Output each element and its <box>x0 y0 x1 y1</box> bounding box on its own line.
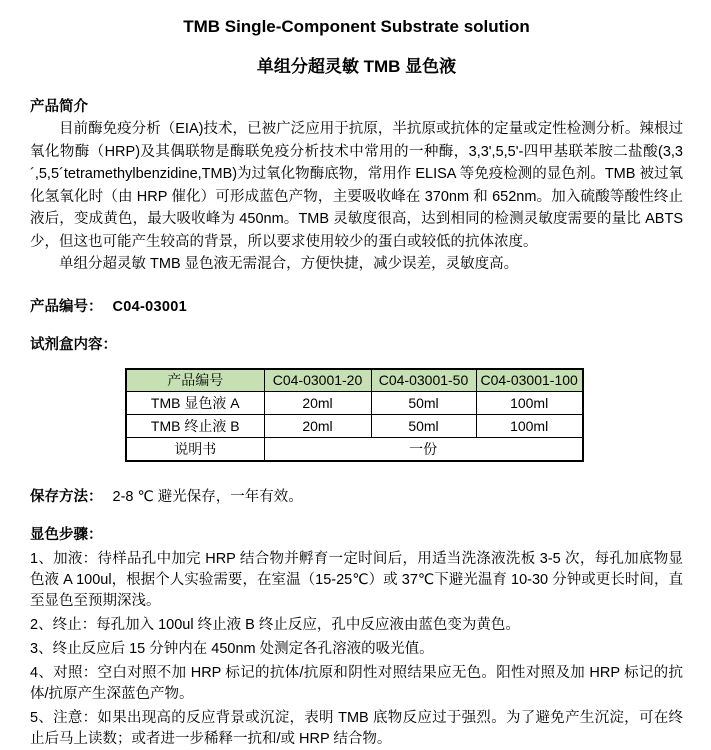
column-header-product-number: 产品编号 <box>126 369 264 392</box>
catalog-number-value: C04-03001 <box>112 298 187 315</box>
table-cell-component-a: TMB 显色液 A <box>126 392 264 415</box>
page-title-chinese: 单组分超灵敏 TMB 显色液 <box>256 57 457 76</box>
table-row <box>126 415 583 438</box>
table-cell: 50ml <box>371 415 476 438</box>
table-cell-manual-quantity: 一份 <box>264 438 583 461</box>
table-cell: 20ml <box>264 392 371 415</box>
table-row <box>126 392 583 415</box>
intro-paragraph: 单组分超灵敏 TMB 显色液无需混合，方便快捷，减少误差，灵敏度高。 <box>59 256 519 272</box>
page-title-english: TMB Single-Component Substrate solution <box>183 17 530 36</box>
intro-heading: 产品简介 <box>30 99 88 115</box>
table-cell: 100ml <box>476 415 583 438</box>
section-color-development-steps <box>30 524 683 750</box>
storage-method-value: 2-8 ℃ 避光保存，一年有效。 <box>112 488 303 505</box>
step-item-2: 2、终止：每孔加入 100ul 终止液 B 终止反应，孔中反应液由蓝色变为黄色。 <box>30 616 520 633</box>
column-header-size-50: C04-03001-50 <box>371 369 476 392</box>
table-header-row <box>126 369 583 392</box>
table-cell: 20ml <box>264 415 371 438</box>
storage-method-line <box>30 486 683 508</box>
table-row <box>126 438 583 461</box>
steps-heading: 显色步骤： <box>30 526 103 543</box>
column-header-size-20: C04-03001-20 <box>264 369 371 392</box>
section-product-intro <box>30 96 683 276</box>
table-cell: 50ml <box>371 392 476 415</box>
kit-contents-table <box>125 368 584 462</box>
storage-method-label: 保存方法： <box>30 488 103 505</box>
column-header-size-100: C04-03001-100 <box>476 369 583 392</box>
step-item-4: 4、对照：空白对照不加 HRP 标记的抗体/抗原和阴性对照结果应无色。阳性对照及加 HRP 标记的抗体/抗原产生深蓝色产物。 <box>30 664 683 702</box>
table-cell-component-b: TMB 终止液 B <box>126 415 264 438</box>
table-cell: 100ml <box>476 392 583 415</box>
intro-paragraph: 目前酶免疫分析（EIA)技术，已被广泛应用于抗原，半抗原或抗体的定量或定性检测分析。辣根过氧化物酶（HRP)及其偶联物是酶联免疫分析技术中常用的一种酶，3,3',5,5'-四甲基联苯胺二盐酸(3,3´,5,5´tetramethylbenzidine,TMB)为过氧化物酶底物，常用作 ELISA 等免疫检测的显色剂。TMB 被过氧化氢氧化时（由 HRP 催化）可形成蓝色产物，主要吸收峰在 370nm 和 652nm。加入硫酸等酸性终止液后，变成黄色，最大吸收峰为 450nm。TMB 灵敏度很高，达到相同的检测灵敏度需要的量比 ABTS 少，但这也可能产生较高的背景，所以要求使用较少的蛋白或较低的抗体浓度。 <box>30 121 683 250</box>
catalog-number-label: 产品编号： <box>30 298 103 315</box>
step-item-5: 5、注意：如果出现高的反应背景或沉淀，表明 TMB 底物反应过于强烈。为了避免产生沉淀，可在终止后马上读数；或者进一步稀释一抗和/或 HRP 结合物。 <box>30 709 683 747</box>
kit-contents-heading: 试剂盒内容： <box>30 336 117 353</box>
catalog-number-line <box>30 296 683 318</box>
step-item-1: 1、加液：待样品孔中加完 HRP 结合物并孵育一定时间后，用适当洗涤液洗板 3-5 次，每孔加底物显色液 A 100ul，根据个人实验需要，在室温（15-25℃）或 37℃下避光温育 10-30 分钟或更长时间，直至显色至预期深浅。 <box>30 550 683 609</box>
step-item-3: 3、终止反应后 15 分钟内在 450nm 处测定各孔溶液的吸光值。 <box>30 640 434 657</box>
table-cell-manual-label: 说明书 <box>126 438 264 461</box>
